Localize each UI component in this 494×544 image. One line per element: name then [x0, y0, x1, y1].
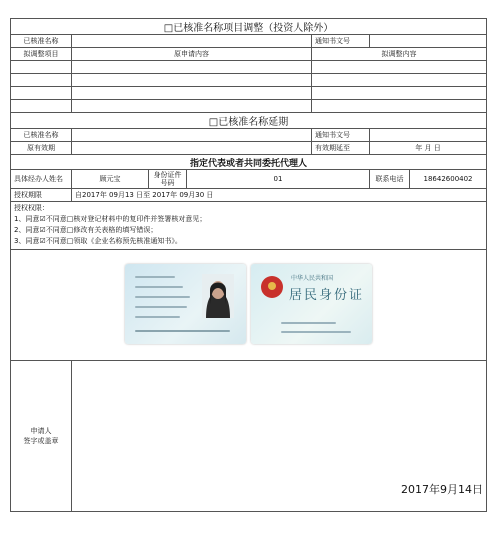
section-adjust-title: □已核准名称项目调整（投资人除外）	[11, 19, 487, 35]
id-card-title: 居民身份证	[289, 288, 365, 303]
agent-name-value: 顾元宝	[72, 170, 149, 189]
approved-name-label: 已核准名称	[11, 35, 72, 48]
phone-label: 联系电话	[370, 170, 410, 189]
adjust-row	[11, 87, 487, 100]
authority-item: 1、同意☑不同意□核对登记材料中的复印件并签署核对意见；	[14, 215, 207, 223]
extend-notice-no-value	[370, 129, 487, 142]
signature-label-cell	[11, 361, 72, 512]
original-content-label: 原申请内容	[72, 48, 312, 61]
period-label: 授权期限	[11, 189, 72, 202]
signature-sublabel: 签字或盖章	[23, 437, 59, 445]
signature-label: 申请人	[30, 427, 52, 435]
phone-value: 18642600402	[410, 170, 487, 189]
adjust-row	[11, 61, 487, 74]
authority-box	[11, 202, 487, 250]
authority-item: 3、同意☑不同意□领取《企业名称预先核准通知书》。	[14, 237, 182, 245]
adjusted-content-label: 拟调整内容	[312, 48, 487, 61]
authority-item: 2、同意☑不同意□修改有关表格的填写错误；	[14, 226, 158, 234]
id-card-photo-cell	[11, 250, 487, 361]
adjust-item-label: 拟调整项目	[11, 48, 72, 61]
extended-value: 年 月 日	[370, 142, 487, 155]
signature-area	[72, 361, 487, 512]
period-value: 自2017年 09月13 日至 2017年 09月30 日	[72, 189, 487, 202]
id-card-front-image	[125, 264, 246, 344]
extended-label: 有效期延至	[312, 142, 370, 155]
section-agent-title: 指定代表或者共同委托代理人	[11, 155, 487, 170]
id-no-value: 01	[187, 170, 370, 189]
application-form	[10, 18, 486, 534]
extend-approved-name-label: 已核准名称	[11, 129, 72, 142]
national-emblem-icon	[261, 276, 283, 298]
adjust-row	[11, 74, 487, 87]
notice-no-value	[370, 35, 487, 48]
portrait-icon	[202, 274, 234, 318]
signature-date: 2017年9月14日	[401, 483, 484, 496]
validity-label: 原有效期	[11, 142, 72, 155]
section-extend-title: □已核准名称延期	[11, 113, 487, 129]
adjust-row	[11, 100, 487, 113]
approved-name-value	[72, 35, 312, 48]
authority-title: 授权权限：	[14, 204, 49, 212]
validity-value	[72, 142, 312, 155]
id-no-label: 身份证件号码	[149, 170, 187, 189]
extend-approved-name-value	[72, 129, 312, 142]
id-card-country: 中华人民共和国	[291, 275, 334, 282]
notice-no-label: 通知书文号	[312, 35, 370, 48]
id-card-back-image	[251, 264, 372, 344]
extend-notice-no-label: 通知书文号	[312, 129, 370, 142]
agent-name-label: 具体经办人姓名	[11, 170, 72, 189]
